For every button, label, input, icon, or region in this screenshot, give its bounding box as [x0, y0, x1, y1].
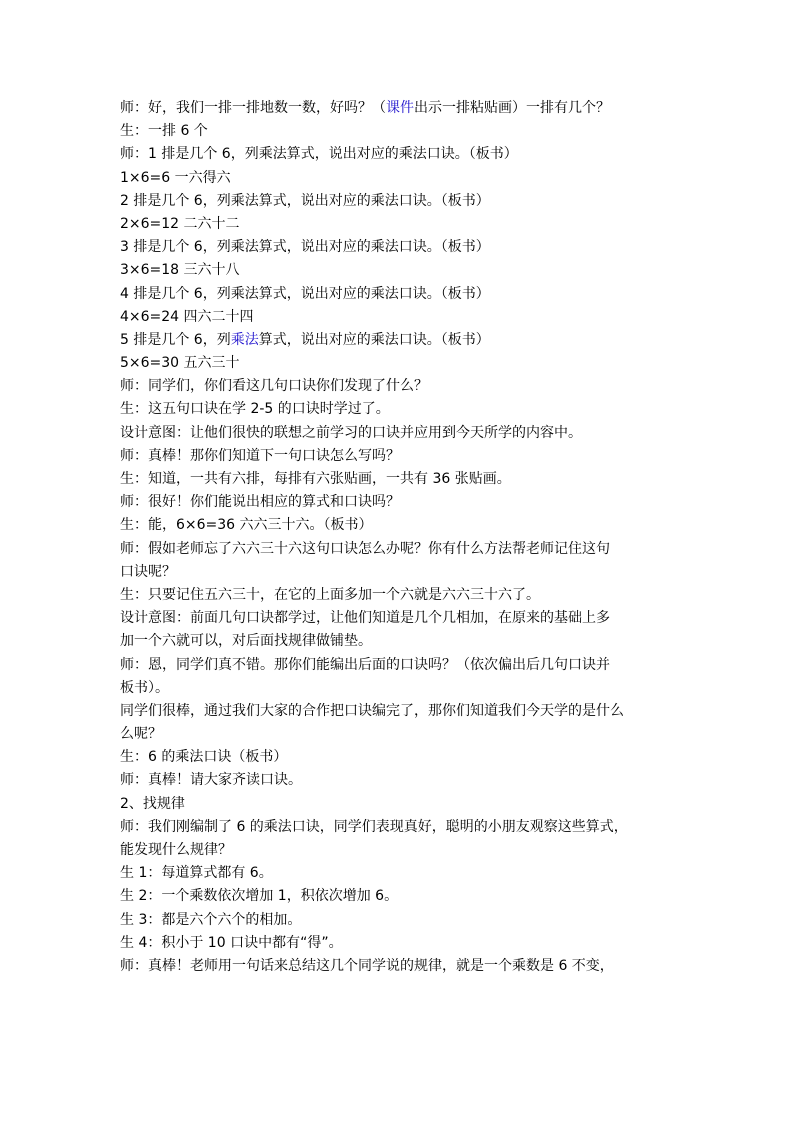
text-line: 3 排是几个 6，列乘法算式，说出对应的乘法口诀。（板书） — [120, 239, 490, 256]
text-line — [120, 329, 680, 352]
line-text: 算式，说出对应的乘法口诀。（板书） — [258, 331, 490, 348]
text-line: 师：我们刚编制了 6 的乘法口诀，同学们表现真好，聪明的小朋友观察这些算式， — [120, 818, 628, 835]
multiplication-link[interactable]: 乘法 — [230, 331, 259, 348]
text-line — [120, 97, 680, 120]
text-line: 生 1：每道算式都有 6。 — [120, 865, 273, 882]
text-line: 1×6=6 一六得六 — [120, 169, 231, 186]
text-line: 师：真棒！那你们知道下一句口诀怎么写吗？ — [120, 447, 400, 464]
text-line: 生：知道，一共有六排，每排有六张贴画，一共有 36 张贴画。 — [120, 471, 511, 487]
text-line: 师：真棒！老师用一句话来总结这几个同学说的规律，就是一个乘数是 6 不变， — [120, 957, 614, 974]
text-line: 生：6 的乘法口诀（板书） — [120, 749, 288, 766]
text-line: 2×6=12 二六十二 — [120, 215, 240, 232]
text-line: 生：这五句口诀在学 2-5 的口诀时学过了。 — [120, 401, 390, 418]
text-line: 么呢？ — [120, 726, 162, 743]
line-text: 出示一排粘贴画）一排有几个？ — [414, 100, 610, 116]
text-line: 生 3：都是六个六个的相加。 — [120, 911, 302, 928]
text-line: 加一个六就可以，对后面找规律做铺垫。 — [120, 633, 372, 650]
text-line: 师：假如老师忘了六六三十六这句口诀怎么办呢？你有什么方法帮老师记住这句 — [120, 540, 610, 557]
text-line: 4 排是几个 6，列乘法算式，说出对应的乘法口诀。（板书） — [120, 285, 490, 302]
text-line: 师：恩，同学们真不错。那你们能编出后面的口诀吗？（依次偏出后几句口诀并 — [120, 656, 610, 673]
text-line: 板书）。 — [120, 679, 169, 696]
text-line: 能发现什么规律？ — [120, 842, 232, 858]
text-line: 生：只要记住五六三十，在它的上面多加一个六就是六六三十六了。 — [120, 586, 540, 603]
text-line: 5×6=30 五六三十 — [120, 355, 240, 372]
lesson-text — [120, 97, 680, 978]
text-line: 口诀呢？ — [120, 563, 176, 580]
text-line: 设计意图：让他们很快的联想之前学习的口诀并应用到今天所学的内容中。 — [120, 424, 582, 441]
text-line: 生：能，6×6=36 六六三十六。（板书） — [120, 517, 373, 534]
text-line: 师：1 排是几个 6，列乘法算式，说出对应的乘法口诀。（板书） — [120, 146, 518, 163]
text-line: 2 排是几个 6，列乘法算式，说出对应的乘法口诀。（板书） — [120, 192, 490, 209]
text-line: 设计意图：前面几句口诀都学过，让他们知道是几个几相加，在原来的基础上多 — [120, 610, 610, 627]
text-line: 3×6=18 三六十八 — [120, 262, 240, 279]
text-line: 师：很好！你们能说出相应的算式和口诀吗？ — [120, 494, 400, 511]
line-text: 5 排是几个 6，列 — [120, 331, 231, 348]
text-line: 生：一排 6 个 — [120, 123, 208, 140]
section-heading: 2、找规律 — [120, 795, 185, 812]
text-line: 4×6=24 四六二十四 — [120, 308, 254, 325]
courseware-link[interactable]: 课件 — [386, 100, 414, 116]
text-line: 生 2：一个乘数依次增加 1，积依次增加 6。 — [120, 888, 399, 905]
text-line: 同学们很棒，通过我们大家的合作把口诀编完了，那你们知道我们今天学的是什么 — [120, 702, 624, 719]
text-line: 师：真棒！请大家齐读口诀。 — [120, 772, 302, 789]
text-line: 师：同学们，你们看这几句口诀你们发现了什么？ — [120, 378, 428, 395]
text-line: 生 4：积小于 10 口诀中都有“得”。 — [120, 934, 343, 951]
line-text: 师：好，我们一排一排地数一数，好吗？（ — [120, 100, 386, 116]
